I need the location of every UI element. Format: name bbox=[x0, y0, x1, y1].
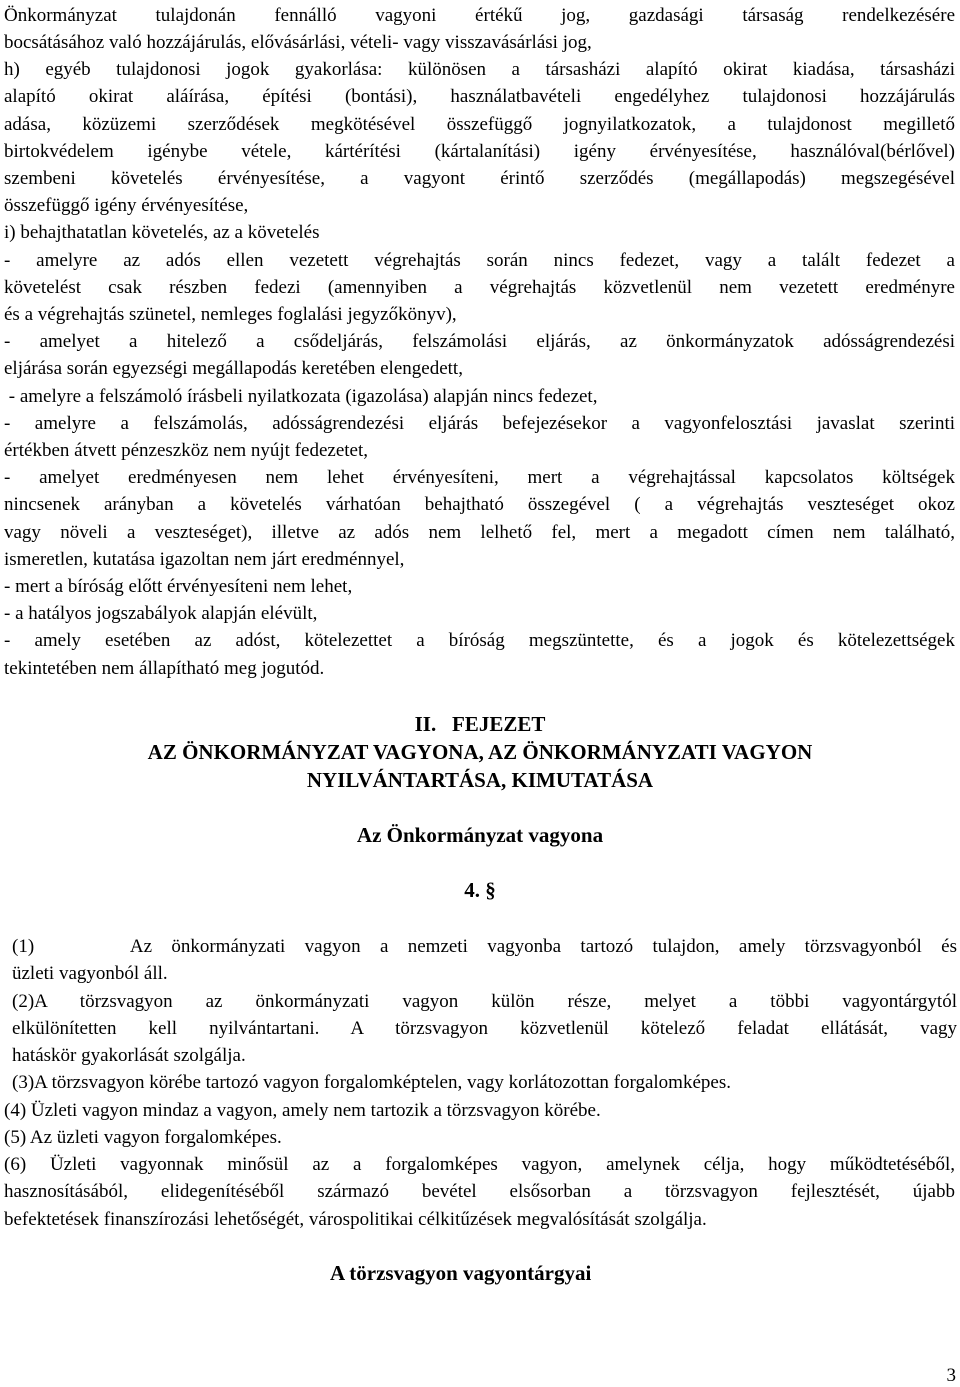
text-line: követelést csak részben fedezi (amennyiben a végrehajtás közvetlenül nem vezetett eredményre bbox=[4, 277, 955, 298]
text-line: összefüggő igény érvényesítése, bbox=[4, 195, 249, 216]
chapter-title: FEJEZET bbox=[451, 712, 546, 736]
page-number: 3 bbox=[946, 1365, 956, 1386]
text-line: - amelyre a felszámoló írásbeli nyilatkozata (igazolása) alapján nincs fedezet, bbox=[4, 386, 598, 407]
text-line: hasznosításából, elidegenítéséből származó bevétel elsősorban a törzsvagyon fejlesztését, újabb bbox=[4, 1181, 955, 1202]
text-line: (6) Üzleti vagyonnak minősül az a forgalomképes vagyon, amelynek célja, hogy működtetéséből, bbox=[4, 1154, 955, 1175]
text-line: - amelyre az adós ellen vezetett végrehajtás során nincs fedezet, vagy a talált fedezet a bbox=[4, 250, 955, 271]
text-line: h) egyéb tulajdonosi jogok gyakorlása: különösen a társasházi alapító okirat kiadása, társasházi bbox=[4, 59, 955, 80]
text-line: (3)A törzsvagyon körébe tartozó vagyon forgalomképtelen, vagy korlátozottan forgalomképes. bbox=[12, 1072, 731, 1093]
text-line: értékben átvett pénzeszköz nem nyújt fedezetet, bbox=[4, 440, 368, 461]
text-line: - amelyet eredményesen nem lehet érvényesíteni, mert a végrehajtással kapcsolatos költségek bbox=[4, 467, 955, 488]
text-line: birtokvédelem igénybe vétele, kártérítési (kártalanítási) igény érvényesítése, használóval(bérlővel) bbox=[4, 141, 955, 162]
chapter-title-line-1: AZ ÖNKORMÁNYZAT VAGYONA, AZ ÖNKORMÁNYZATI VAGYON bbox=[147, 740, 813, 764]
text-line: adása, közüzemi szerződések megkötésével összefüggő jognyilatkozatok, a tulajdonost megillető bbox=[4, 114, 955, 135]
text-line: alapító okirat aláírása, építési (bontási), használatbavételi engedélyhez tulajdonosi hozzájárulás bbox=[4, 86, 955, 107]
text-line: - amely esetében az adóst, kötelezettet a bíróság megszüntette, és a jogok és kötelezettségek bbox=[4, 630, 955, 651]
text-line: és a végrehajtás szünetel, nemleges foglalási jegyzőkönyv), bbox=[4, 304, 457, 325]
section-title: Az Önkormányzat vagyona bbox=[356, 823, 604, 847]
text-line: tekintetében nem állapítható meg jogutód. bbox=[4, 658, 325, 679]
text-line: befektetések finanszírozási lehetőségét, várospolitikai célkitűzések megvalósítását szolgálja. bbox=[4, 1209, 707, 1230]
text-line: nincsenek arányban a követelés várhatóan behajtható összegével ( a végrehajtás veszteséget okoz bbox=[4, 494, 955, 515]
text-line: elkülönítetten kell nyilvántartani. A törzsvagyon közvetlenül kötelező feladat ellátását, vagy bbox=[12, 1018, 957, 1039]
text-line: - mert a bíróság előtt érvényesíteni nem lehet, bbox=[4, 576, 353, 597]
chapter-heading bbox=[0, 713, 960, 736]
chapter-number: II. bbox=[414, 712, 437, 736]
text-line: hatáskör gyakorlását szolgálja. bbox=[12, 1045, 246, 1066]
text-line: (1) Az önkormányzati vagyon a nemzeti vagyonba tartozó tulajdon, amely törzsvagyonból és bbox=[12, 936, 957, 957]
paragraph-mark: 4. § bbox=[464, 878, 496, 902]
text-line: - amelyre a felszámolás, adósságrendezési eljárás befejezésekor a vagyonfelosztási javaslat szerinti bbox=[4, 413, 955, 434]
text-line: - amelyet a hitelező a csődeljárás, felszámolási eljárás, az önkormányzatok adósságrendezési bbox=[4, 331, 955, 352]
text-line: (5) Az üzleti vagyon forgalomképes. bbox=[4, 1127, 282, 1148]
text-line: bocsátásához való hozzájárulás, elővásárlási, vételi- vagy visszavásárlási jog, bbox=[4, 32, 592, 53]
text-line: ismeretlen, kutatása igazoltan nem járt eredménnyel, bbox=[4, 549, 405, 570]
text-line: - a hatályos jogszabályok alapján elévült, bbox=[4, 603, 318, 624]
text-line: (2)A törzsvagyon az önkormányzati vagyon külön része, melyet a többi vagyontárgytól bbox=[12, 991, 957, 1012]
text-line: vagy növeli a veszteséget), illetve az adós nem lelhető fel, mert a megadott címen nem található, bbox=[4, 522, 955, 543]
text-line: (4) Üzleti vagyon mindaz a vagyon, amely nem tartozik a törzsvagyon körébe. bbox=[4, 1100, 601, 1121]
text-line: szembeni követelés érvényesítése, a vagyont érintő szerződés (megállapodás) megszegésével bbox=[4, 168, 955, 189]
subsection-title: A törzsvagyon vagyontárgyai bbox=[330, 1261, 592, 1285]
text-line: Önkormányzat tulajdonán fennálló vagyoni értékű jog, gazdasági társaság rendelkezésére bbox=[4, 5, 955, 26]
chapter-title-line-2: NYILVÁNTARTÁSA, KIMUTATÁSA bbox=[306, 768, 654, 792]
text-line: i) behajthatatlan követelés, az a követelés bbox=[4, 222, 320, 243]
text-line: eljárása során egyezségi megállapodás keretében elengedett, bbox=[4, 358, 463, 379]
text-line: üzleti vagyonból áll. bbox=[12, 963, 168, 984]
